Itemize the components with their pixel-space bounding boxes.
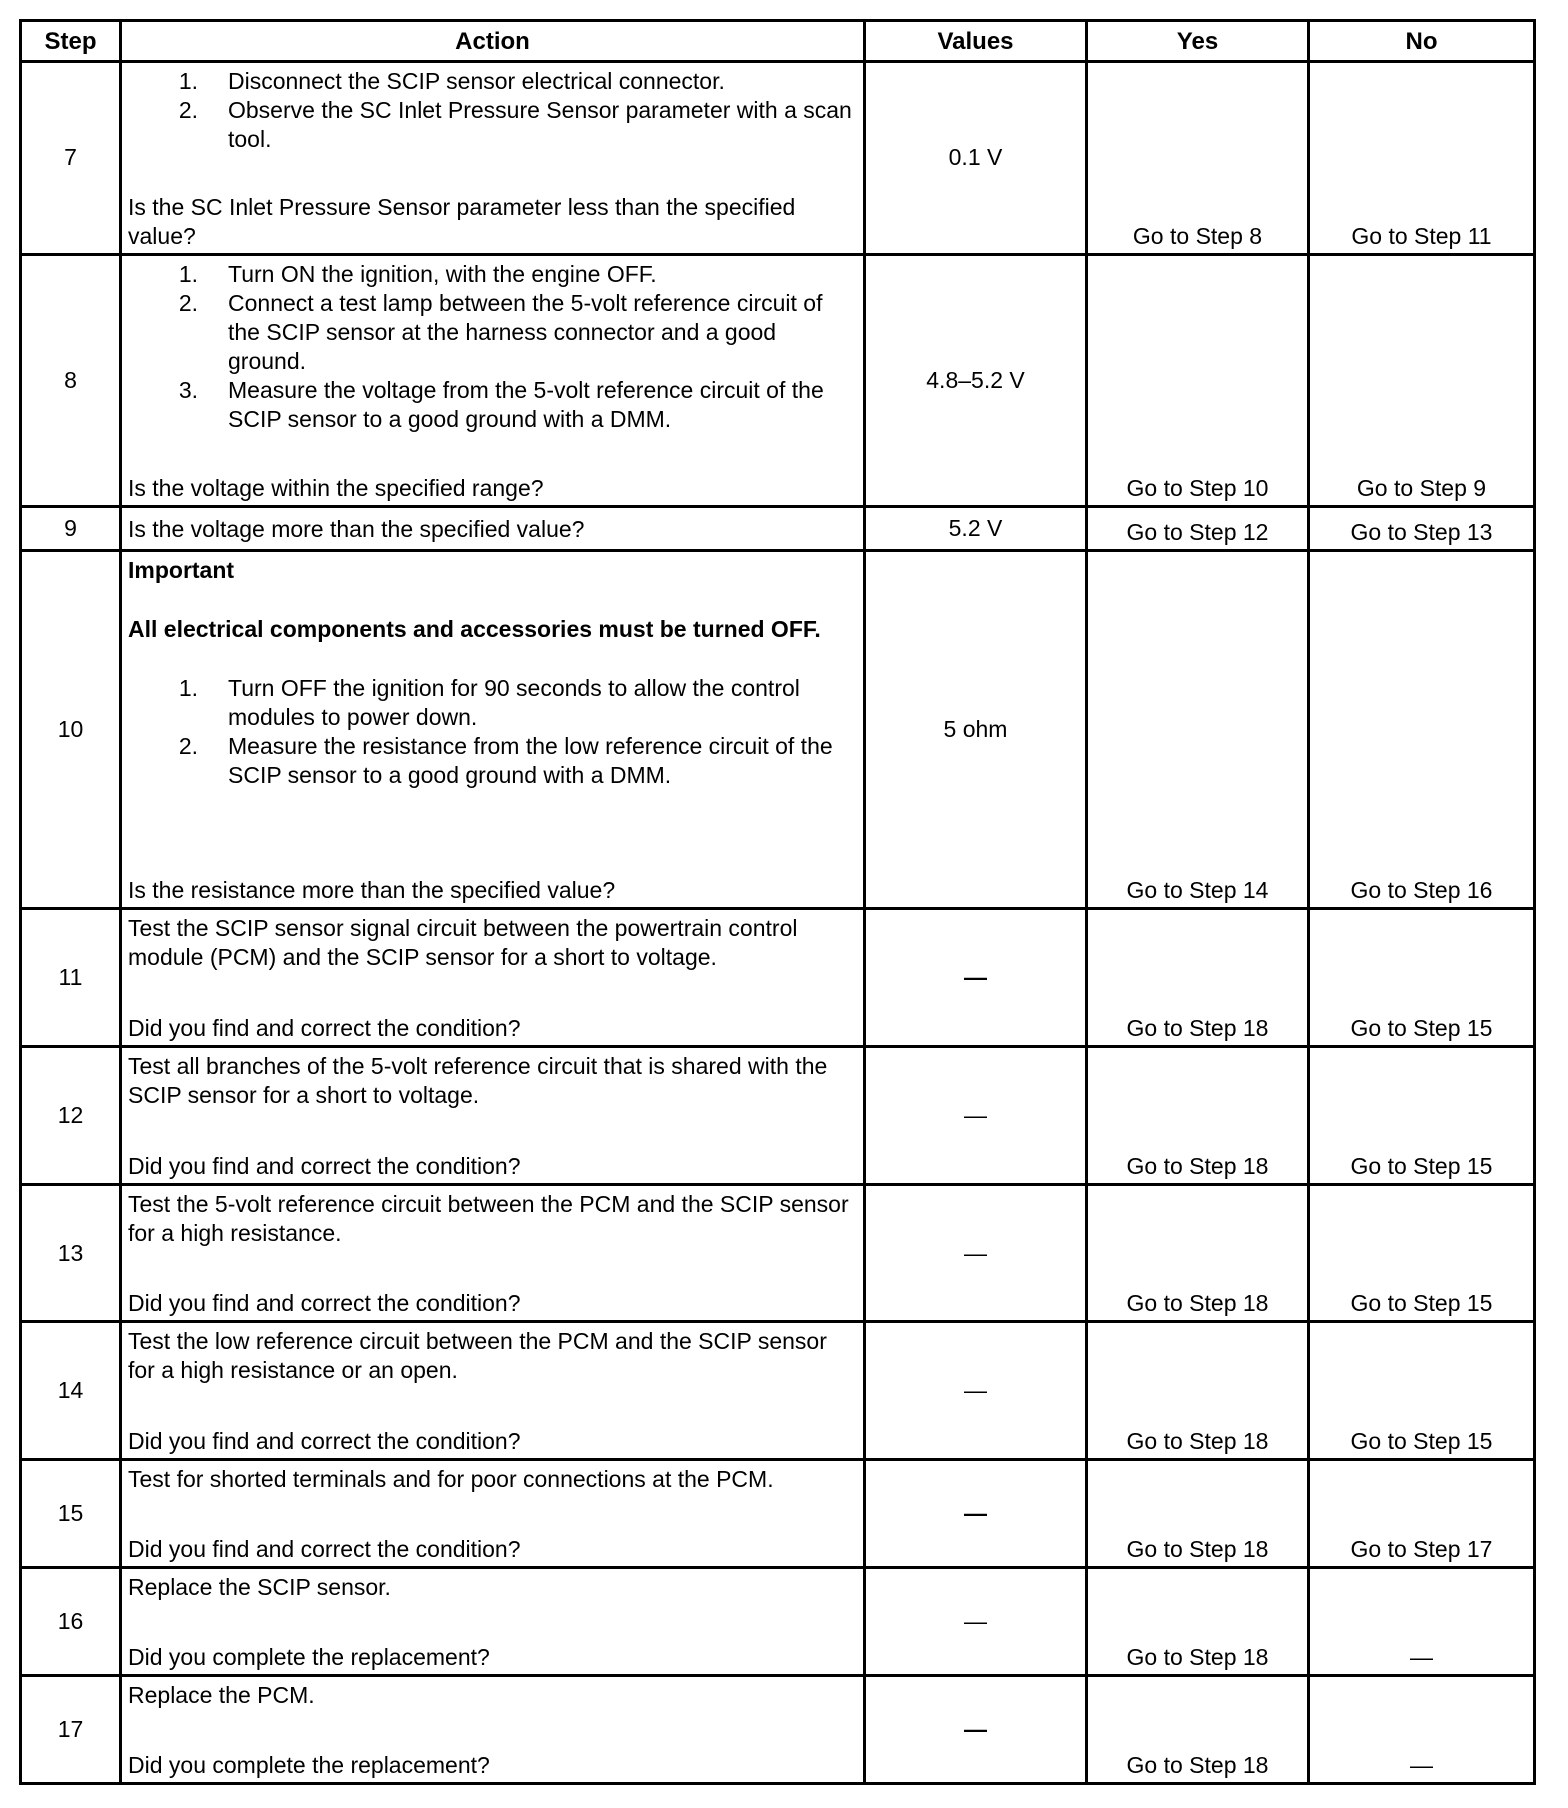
action-cell [121, 254, 865, 507]
action-cell [121, 1460, 865, 1568]
table-row [21, 551, 1535, 909]
list-item: 1. Turn OFF the ignition for 90 seconds to allow the control modules to power down. [178, 675, 800, 731]
header-yes: Yes [1087, 21, 1309, 62]
action-text: Test for shorted terminals and for poor connections at the PCM. [128, 1466, 774, 1493]
action-text: Test the 5-volt reference circuit between the PCM and the SCIP sensor for a high resistance. [128, 1190, 849, 1246]
step-number: 15 [21, 1460, 121, 1568]
yes-cell: Go to Step 18 [1087, 1184, 1309, 1322]
step-number: 12 [21, 1046, 121, 1184]
values-cell: — [865, 1322, 1087, 1460]
yes-cell: Go to Step 18 [1087, 1046, 1309, 1184]
action-question: Is the resistance more than the specified value? [128, 877, 616, 904]
action-question: Did you find and correct the condition? [128, 1290, 521, 1317]
header-step: Step [21, 21, 121, 62]
yes-cell: Go to Step 18 [1087, 1322, 1309, 1460]
action-question: Is the voltage within the specified range? [128, 475, 544, 502]
no-cell: Go to Step 15 [1309, 1046, 1535, 1184]
action-list [128, 674, 857, 790]
values-cell: 5 ohm [865, 551, 1087, 909]
table-row [21, 1184, 1535, 1322]
action-cell [121, 507, 865, 551]
action-text: Test all branches of the 5-volt reference circuit that is shared with the SCIP sensor for a short to voltage. [128, 1052, 828, 1108]
step-number: 8 [21, 254, 121, 507]
action-cell [121, 1676, 865, 1784]
yes-cell: Go to Step 18 [1087, 909, 1309, 1047]
yes-cell: Go to Step 18 [1087, 1676, 1309, 1784]
values-cell: 0.1 V [865, 62, 1087, 255]
list-item: 1. Turn ON the ignition, with the engine OFF. [178, 260, 657, 287]
no-cell: Go to Step 17 [1309, 1460, 1535, 1568]
action-cell [121, 1184, 865, 1322]
action-question: Did you find and correct the condition? [128, 1152, 521, 1179]
step-number: 9 [21, 507, 121, 551]
table-row [21, 909, 1535, 1047]
table-row [21, 507, 1535, 551]
header-no: No [1309, 21, 1535, 62]
yes-cell: Go to Step 10 [1087, 254, 1309, 507]
header-action: Action [121, 21, 865, 62]
step-number: 11 [21, 909, 121, 1047]
no-cell: Go to Step 9 [1309, 254, 1535, 507]
step-number: 10 [21, 551, 121, 909]
no-cell: Go to Step 13 [1309, 507, 1535, 551]
no-cell: Go to Step 15 [1309, 1184, 1535, 1322]
table-row [21, 1322, 1535, 1460]
values-cell: — [865, 1184, 1087, 1322]
no-cell: Go to Step 15 [1309, 1322, 1535, 1460]
action-question: Did you find and correct the condition? [128, 1536, 521, 1563]
values-cell: 5.2 V [865, 507, 1087, 551]
header-values: Values [865, 21, 1087, 62]
action-text: Replace the SCIP sensor. [128, 1574, 391, 1601]
action-cell [121, 1322, 865, 1460]
yes-cell: Go to Step 18 [1087, 1568, 1309, 1676]
table-row [21, 1046, 1535, 1184]
table-header-row [21, 21, 1535, 62]
step-number: 14 [21, 1322, 121, 1460]
step-number: 16 [21, 1568, 121, 1676]
list-item: 2. Connect a test lamp between the 5-volt reference circuit of the SCIP sensor at the harness connector and a good ground. [178, 289, 823, 374]
action-cell [121, 909, 865, 1047]
action-cell [121, 551, 865, 909]
table-row [21, 254, 1535, 507]
yes-cell: Go to Step 12 [1087, 507, 1309, 551]
values-cell: — [865, 1046, 1087, 1184]
no-cell: Go to Step 15 [1309, 909, 1535, 1047]
table-row [21, 1460, 1535, 1568]
no-cell: Go to Step 16 [1309, 551, 1535, 909]
action-list [128, 260, 857, 434]
action-question: Is the voltage more than the specified value? [128, 516, 585, 543]
step-number: 7 [21, 62, 121, 255]
yes-cell: Go to Step 8 [1087, 62, 1309, 255]
table-row [21, 62, 1535, 255]
action-cell [121, 62, 865, 255]
action-cell [121, 1046, 865, 1184]
no-cell: — [1309, 1568, 1535, 1676]
action-question: Did you find and correct the condition? [128, 1014, 521, 1041]
values-cell: — [865, 1460, 1087, 1568]
step-number: 17 [21, 1676, 121, 1784]
yes-cell: Go to Step 14 [1087, 551, 1309, 909]
no-cell: Go to Step 11 [1309, 62, 1535, 255]
action-cell [121, 1568, 865, 1676]
values-cell: 4.8–5.2 V [865, 254, 1087, 507]
yes-cell: Go to Step 18 [1087, 1460, 1309, 1568]
list-item: 3. Measure the voltage from the 5-volt reference circuit of the SCIP sensor to a good ground with a DMM. [178, 376, 824, 432]
values-cell: — [865, 1568, 1087, 1676]
action-question: Did you find and correct the condition? [128, 1428, 521, 1455]
action-list [128, 67, 857, 154]
step-number: 13 [21, 1184, 121, 1322]
table-row [21, 1676, 1535, 1784]
diagnostic-steps-table [19, 19, 1536, 1785]
no-cell: — [1309, 1676, 1535, 1784]
important-title: Important [128, 557, 235, 584]
action-text: Test the low reference circuit between the PCM and the SCIP sensor for a high resistance or an open. [128, 1328, 827, 1384]
action-question: Did you complete the replacement? [128, 1644, 490, 1670]
list-item: 2. Measure the resistance from the low reference circuit of the SCIP sensor to a good ground with a DMM. [178, 733, 833, 789]
action-text: Replace the PCM. [128, 1682, 315, 1708]
action-question: Is the SC Inlet Pressure Sensor parameter less than the specified value? [128, 193, 796, 249]
values-cell: — [865, 1676, 1087, 1784]
list-item: 1. Disconnect the SCIP sensor electrical connector. [178, 68, 725, 94]
values-cell: — [865, 909, 1087, 1047]
action-question: Did you complete the replacement? [128, 1752, 490, 1778]
table-row [21, 1568, 1535, 1676]
important-text: All electrical components and accessories must be turned OFF. [128, 616, 821, 643]
list-item: 2. Observe the SC Inlet Pressure Sensor parameter with a scan tool. [178, 97, 852, 152]
action-text: Test the SCIP sensor signal circuit between the powertrain control module (PCM) and the SCIP sensor for a short to voltage. [128, 915, 798, 971]
